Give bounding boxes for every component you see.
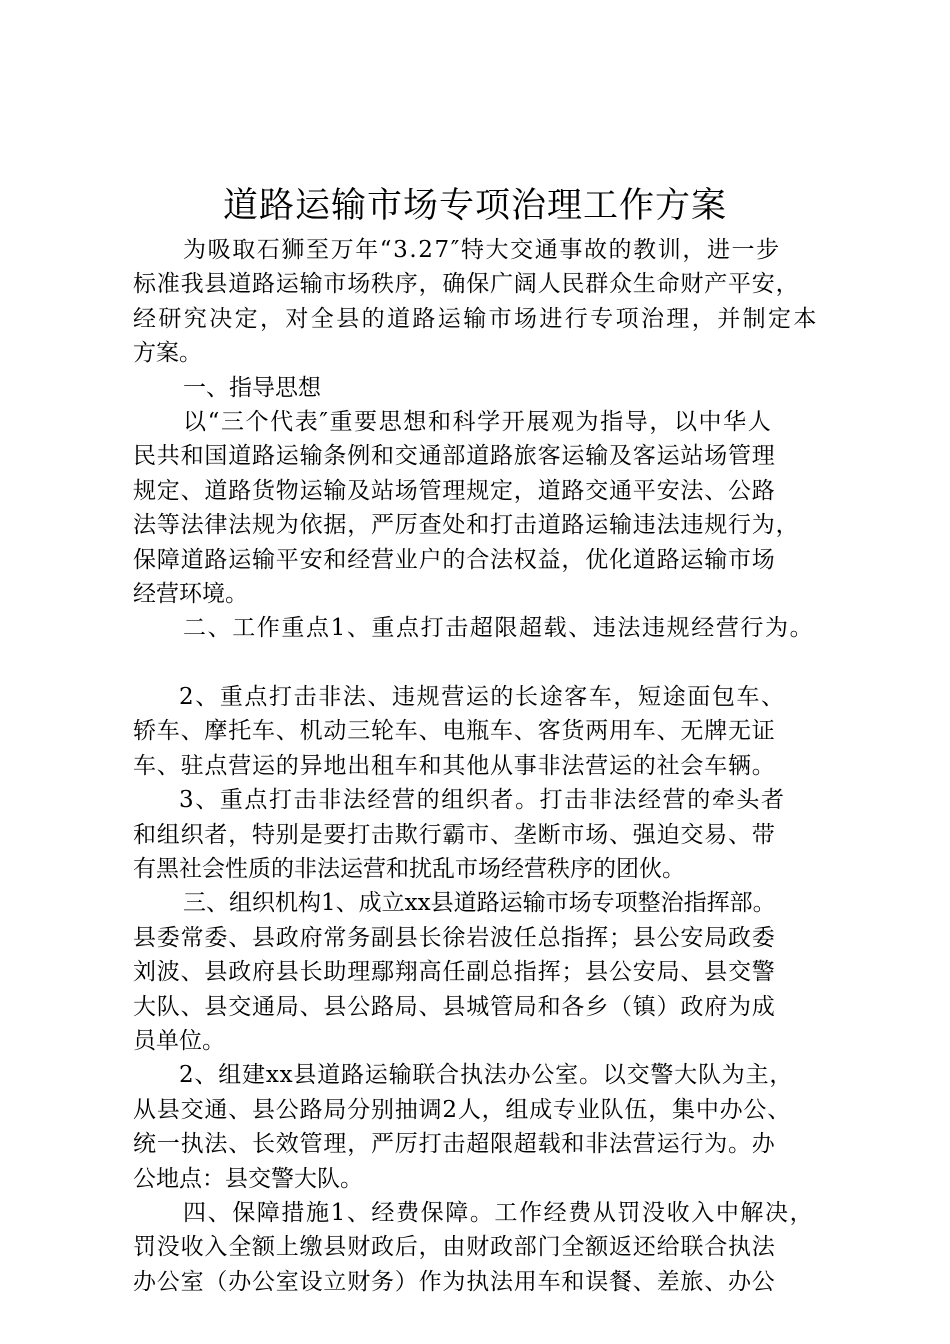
paragraph-intro-line-1: 为吸取石狮至万年“3.27″特大交通事故的教训，进一步 xyxy=(183,237,781,263)
paragraph-focus-2-line-1: 2、重点打击非法、违规营运的长途客车，短途面包车、 xyxy=(179,684,786,711)
paragraph-ideology-line-6: 经营环境。 xyxy=(133,580,248,607)
paragraph-safeguards-line-2: 罚没收入全额上缴县财政后，由财政部门全额返还给联合执法 xyxy=(133,1234,776,1261)
paragraph-organization-line-3: 刘波、县政府县长助理鄢翔高任副总指挥；县公安局、县交警 xyxy=(133,959,776,986)
paragraph-ideology-line-5: 保障道路运输平安和经营业户的合法权益，优化道路运输市场 xyxy=(133,546,776,573)
section-heading-organization: 三、组织机构1、成立xx县道路运输市场专项整治指挥部。 xyxy=(183,890,776,917)
paragraph-focus-2-line-3: 车、驻点营运的异地出租车和其他从事非法营运的社会车辆。 xyxy=(133,752,776,779)
paragraph-intro-line-4: 方案。 xyxy=(133,340,202,367)
paragraph-intro-line-2: 标准我县道路运输市场秩序，确保广阔人民群众生命财产平安， xyxy=(133,271,800,298)
paragraph-focus-3-line-1: 3、重点打击非法经营的组织者。打击非法经营的牵头者 xyxy=(179,787,786,814)
paragraph-organization-line-4: 大队、县交通局、县公路局、县城管局和各乡（镇）政府为成 xyxy=(133,993,776,1020)
document-body xyxy=(133,233,833,1299)
paragraph-joint-office-line-3: 统一执法、长效管理，严厉打击超限超载和非法营运行为。办 xyxy=(133,1131,776,1158)
paragraph-focus-3-line-2: 和组织者，特别是要打击欺行霸市、垄断市场、强迫交易、带 xyxy=(133,821,776,848)
paragraph-safeguards-line-3: 办公室（办公室设立财务）作为执法用车和误餐、差旅、办公 xyxy=(133,1268,776,1295)
paragraph-focus-3-line-3: 有黑社会性质的非法运营和扰乱市场经营秩序的团伙。 xyxy=(133,856,685,883)
section-heading-safeguards: 四、保障措施1、经费保障。工作经费从罚没收入中解决， xyxy=(183,1199,815,1226)
paragraph-joint-office-line-1: 2、组建xx县道路运输联合执法办公室。以交警大队为主， xyxy=(179,1062,794,1089)
paragraph-intro-line-3: 经研究决定，对全县的道路运输市场进行专项治理，并制定本 xyxy=(133,305,819,332)
paragraph-ideology-line-4: 法等法律法规为依据，严厉查处和打击道路运输违法违规行为， xyxy=(133,512,800,539)
paragraph-ideology-line-3: 规定、道路货物运输及站场管理规定，道路交通平安法、公路 xyxy=(133,477,776,504)
paragraph-joint-office-line-4: 公地点：县交警大队。 xyxy=(133,1165,363,1192)
paragraph-ideology-line-2: 民共和国道路运输条例和交通部道路旅客运输及客运站场管理 xyxy=(133,443,776,470)
paragraph-ideology-line-1: 以“三个代表″重要思想和科学开展观为指导，以中华人 xyxy=(183,408,773,435)
paragraph-joint-office-line-2: 从县交通、县公路局分别抽调2人，组成专业队伍，集中办公、 xyxy=(133,1096,792,1123)
paragraph-organization-line-2: 县委常委、县政府常务副县长徐岩波任总指挥；县公安局政委 xyxy=(133,924,776,951)
paragraph-organization-line-5: 员单位。 xyxy=(133,1027,225,1054)
blank-line xyxy=(133,646,833,680)
document-title: 道路运输市场专项治理工作方案 xyxy=(222,186,727,226)
paragraph-focus-2-line-2: 轿车、摩托车、机动三轮车、电瓶车、客货两用车、无牌无证 xyxy=(133,718,776,745)
section-heading-work-focus: 二、工作重点1、重点打击超限超载、违法违规经营行为。 xyxy=(183,615,815,642)
section-heading-guiding-ideology: 一、指导思想 xyxy=(183,374,321,401)
